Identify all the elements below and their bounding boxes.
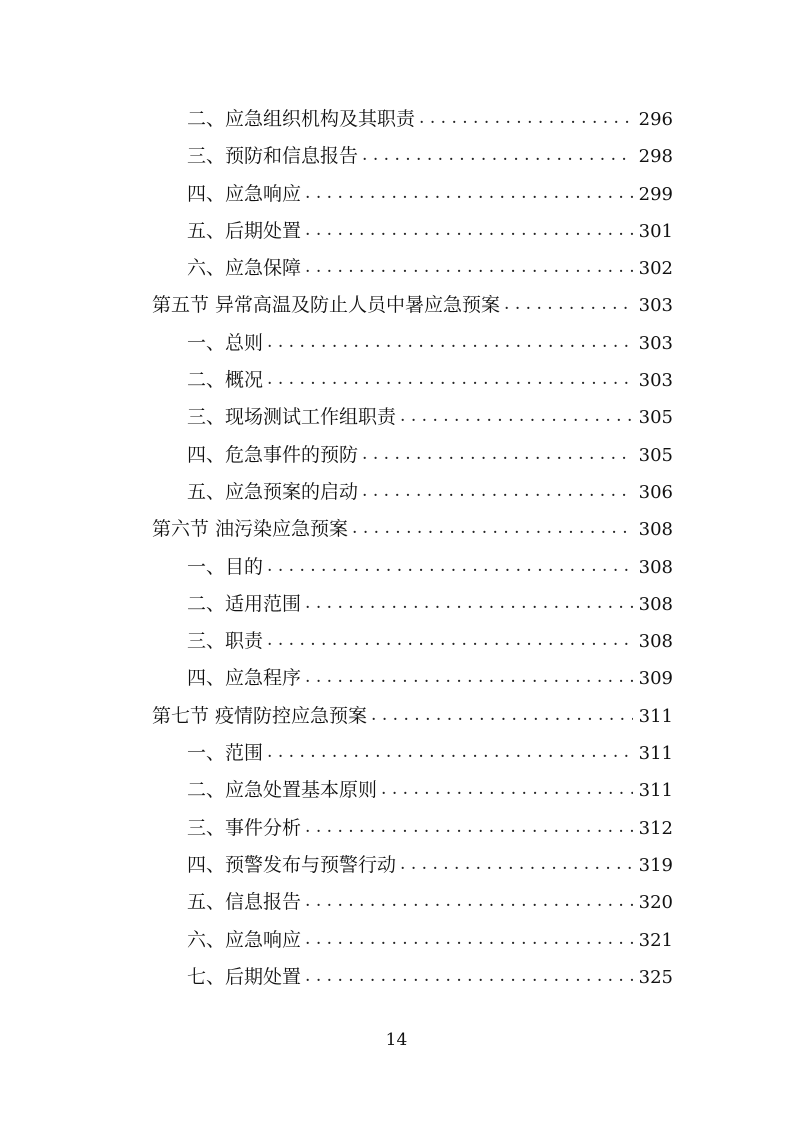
- toc-entry-title: 三、预防和信息报告: [187, 145, 359, 168]
- toc-dot-leader: [305, 585, 633, 622]
- toc-entry[interactable]: [0, 735, 793, 772]
- toc-entry-title: 二、应急组织机构及其职责: [187, 108, 416, 130]
- toc-entry-page: 321: [638, 929, 673, 951]
- toc-dot-leader: [504, 286, 633, 323]
- toc-dot-leader: [305, 212, 633, 249]
- toc-entry[interactable]: [0, 660, 793, 697]
- toc-entry-title: 二、应急处置基本原则: [187, 779, 378, 802]
- toc-dot-leader: [400, 846, 633, 883]
- toc-entry-title: 六、应急保障: [187, 257, 302, 280]
- toc-entry-title: 四、应急程序: [187, 667, 302, 690]
- toc-section-entry[interactable]: [0, 511, 793, 548]
- toc-dot-leader: [305, 249, 633, 286]
- toc-entry-page: 302: [638, 258, 673, 280]
- toc-entry-title: 一、总则: [187, 331, 264, 354]
- toc-entry[interactable]: [0, 959, 793, 996]
- toc-entry[interactable]: [0, 884, 793, 921]
- toc-entry-page: 303: [638, 332, 673, 354]
- toc-entry-page: 298: [638, 146, 673, 168]
- toc-entry[interactable]: [0, 437, 793, 474]
- toc-entry-title: 五、信息报告: [187, 891, 302, 914]
- toc-entry-title: 一、目的: [187, 555, 264, 578]
- toc-entry-page: 309: [638, 668, 673, 690]
- toc-entry[interactable]: [0, 325, 793, 362]
- table-of-contents: [0, 101, 793, 996]
- toc-entry-page: 325: [638, 966, 673, 988]
- toc-dot-leader: [419, 100, 633, 137]
- toc-entry[interactable]: [0, 474, 793, 511]
- toc-entry-title: 四、危急事件的预防: [187, 443, 359, 466]
- toc-entry-title: 第七节 疫情防控应急预案: [152, 704, 368, 727]
- toc-entry-title: 三、现场测试工作组职责: [187, 406, 397, 429]
- toc-entry[interactable]: [0, 138, 793, 175]
- toc-dot-leader: [267, 548, 633, 585]
- toc-entry-title: 二、适用范围: [187, 592, 302, 615]
- toc-dot-leader: [267, 622, 633, 659]
- toc-entry-page: 306: [638, 481, 673, 503]
- toc-entry-page: 320: [638, 892, 673, 914]
- toc-entry[interactable]: [0, 176, 793, 213]
- toc-entry-page: 308: [638, 556, 673, 578]
- toc-entry[interactable]: [0, 772, 793, 809]
- toc-entry-page: 319: [638, 854, 673, 876]
- toc-entry[interactable]: [0, 362, 793, 399]
- toc-dot-leader: [362, 137, 633, 174]
- toc-dot-leader: [267, 361, 633, 398]
- toc-section-entry[interactable]: [0, 287, 793, 324]
- toc-entry-title: 四、预警发布与预警行动: [187, 853, 397, 876]
- toc-entry-page: 308: [638, 593, 673, 615]
- toc-entry[interactable]: [0, 399, 793, 436]
- toc-entry[interactable]: [0, 213, 793, 250]
- toc-entry-title: 二、概况: [187, 369, 264, 392]
- toc-entry-page: 303: [638, 295, 673, 317]
- toc-entry[interactable]: [0, 810, 793, 847]
- toc-entry[interactable]: [0, 586, 793, 623]
- toc-dot-leader: [362, 473, 633, 510]
- toc-dot-leader: [305, 883, 633, 920]
- toc-entry-page: 308: [638, 631, 673, 653]
- toc-dot-leader: [305, 921, 633, 958]
- toc-entry-title: 三、事件分析: [187, 816, 302, 839]
- toc-dot-leader: [305, 958, 633, 995]
- toc-entry-page: 305: [638, 407, 673, 429]
- toc-entry[interactable]: [0, 847, 793, 884]
- toc-entry-title: 五、后期处置: [187, 219, 302, 242]
- toc-entry-title: 四、应急响应: [187, 182, 302, 205]
- toc-entry[interactable]: [0, 101, 793, 138]
- page-number: 14: [385, 1030, 408, 1050]
- toc-dot-leader: [381, 771, 633, 808]
- toc-entry-page: 303: [638, 370, 673, 392]
- toc-entry-page: 312: [638, 817, 673, 839]
- toc-entry[interactable]: [0, 549, 793, 586]
- toc-dot-leader: [267, 734, 633, 771]
- toc-entry[interactable]: [0, 922, 793, 959]
- toc-entry-page: 311: [638, 743, 673, 765]
- toc-entry-title: 六、应急响应: [187, 928, 302, 951]
- toc-dot-leader: [305, 809, 633, 846]
- toc-dot-leader: [352, 510, 633, 547]
- toc-dot-leader: [400, 398, 633, 435]
- toc-entry[interactable]: [0, 250, 793, 287]
- toc-entry-page: 308: [638, 519, 673, 541]
- toc-dot-leader: [305, 659, 633, 696]
- toc-dot-leader: [362, 436, 633, 473]
- toc-entry-title: 第六节 油污染应急预案: [152, 518, 349, 541]
- toc-entry-title: 一、范围: [187, 742, 264, 765]
- toc-entry-page: 311: [638, 705, 673, 727]
- toc-section-entry[interactable]: [0, 698, 793, 735]
- toc-entry-title: 七、后期处置: [187, 965, 302, 988]
- toc-entry-title: 三、职责: [187, 630, 264, 653]
- toc-entry-page: 296: [638, 109, 673, 130]
- toc-entry-page: 299: [638, 183, 673, 205]
- toc-entry-page: 311: [638, 780, 673, 802]
- toc-entry-page: 301: [638, 220, 673, 242]
- toc-entry[interactable]: [0, 623, 793, 660]
- toc-entry-page: 305: [638, 444, 673, 466]
- toc-entry-title: 第五节 异常高温及防止人员中暑应急预案: [152, 294, 501, 317]
- toc-dot-leader: [305, 175, 633, 212]
- toc-entry-title: 五、应急预案的启动: [187, 480, 359, 503]
- toc-dot-leader: [371, 697, 633, 734]
- toc-dot-leader: [267, 324, 633, 361]
